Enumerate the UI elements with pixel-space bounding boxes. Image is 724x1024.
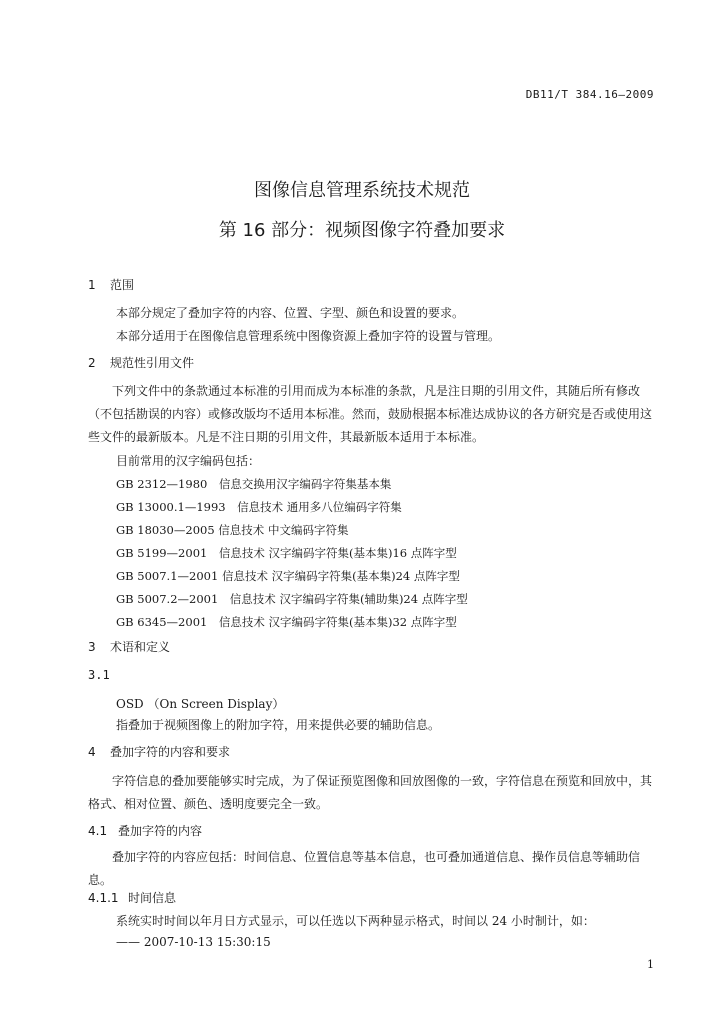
document-title: 图像信息管理系统技术规范 (254, 180, 470, 201)
section-number: 4.1.1 (88, 891, 119, 905)
section-title: 叠加字符的内容和要求 (110, 745, 231, 759)
section-number: 1 (88, 278, 96, 292)
section-2-heading (88, 354, 194, 371)
page-number: 1 (647, 958, 654, 971)
section-4-heading (88, 743, 230, 760)
section-number: 4 (88, 745, 96, 759)
section-4-paragraph-1: 字符信息的叠加要能够实时完成，为了保证预览图像和回放图像的一致，字符信息在预览和回放中，其格式、相对位置、颜色、透明度要完全一致。 (88, 774, 653, 811)
term-definition: 指叠加于视频图像上的附加字符，用来提供必要的辅助信息。 (116, 718, 441, 732)
reference-item: GB 13000.1—1993 信息技术 通用多八位编码字符集 (116, 500, 402, 514)
reference-item: GB 5199—2001 信息技术 汉字编码字符集(基本集)16 点阵字型 (116, 546, 457, 560)
section-title: 时间信息 (128, 891, 177, 905)
section-1-paragraph-2: 本部分适用于在图像信息管理系统中图像资源上叠加字符的设置与管理。 (116, 329, 501, 343)
section-title: 规范性引用文件 (110, 356, 195, 370)
document-subtitle: 第 16 部分：视频图像字符叠加要求 (218, 220, 506, 241)
section-4-1-1-paragraph: 系统实时时间以年月日方式显示，可以任选以下两种显示格式，时间以 24 小时制计，如： (116, 914, 595, 928)
reference-item: GB 5007.2—2001 信息技术 汉字编码字符集(辅助集)24 点阵字型 (116, 592, 468, 606)
reference-item: GB 18030—2005 信息技术 中文编码字符集 (116, 523, 349, 537)
section-1-heading (88, 276, 134, 293)
reference-item: GB 2312—1980 信息交换用汉字编码字符集基本集 (116, 477, 392, 491)
reference-item: GB 5007.1—2001 信息技术 汉字编码字符集(基本集)24 点阵字型 (116, 569, 460, 583)
section-number: 2 (88, 356, 96, 370)
section-number: 4.1 (88, 824, 108, 838)
section-number: 3 (88, 640, 96, 654)
section-3-heading (88, 638, 170, 655)
section-1-paragraph-1: 本部分规定了叠加字符的内容、位置、字型、颜色和设置的要求。 (116, 306, 465, 320)
term-osd: OSD （On Screen Display） (116, 697, 285, 711)
document-code: DB11/T 384.16—2009 (525, 88, 654, 101)
section-2-paragraph-2: 目前常用的汉字编码包括： (116, 454, 261, 468)
time-format-example: —— 2007-10-13 15:30:15 (116, 935, 271, 949)
subsection-3-1-number: 3.1 (88, 668, 110, 682)
section-2-paragraph-1: 下列文件中的条款通过本标准的引用而成为本标准的条款，凡是注日期的引用文件，其随后所有修改（不包括勘误的内容）或修改版均不适用本标准。然而，鼓励根据本标准达成协议的各方研究是否或使用这些文件的最新版本。凡是不注日期的引用文件，其最新版本适用于本标准。 (88, 384, 653, 444)
section-4-1-1-heading (88, 889, 176, 906)
section-title: 范围 (110, 278, 135, 292)
section-4-1-paragraph: 叠加字符的内容应包括：时间信息、位置信息等基本信息，也可叠加通道信息、操作员信息等辅助信息。 (88, 850, 641, 887)
section-title: 术语和定义 (110, 640, 171, 654)
section-4-1-heading (88, 822, 202, 839)
reference-item: GB 6345—2001 信息技术 汉字编码字符集(基本集)32 点阵字型 (116, 615, 457, 629)
section-title: 叠加字符的内容 (118, 824, 203, 838)
